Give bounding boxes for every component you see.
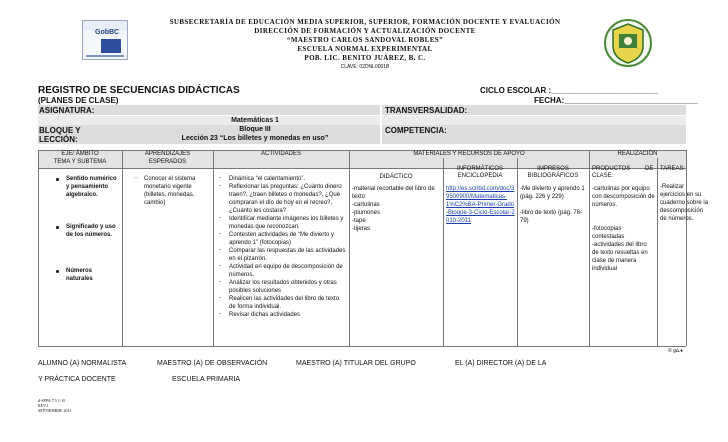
header-tareas: TAREAS: <box>660 166 686 172</box>
resource-link[interactable]: http://es.scribd.com/doc/39500900/Matematicas-1%C2%BA-Primer-Grado-Bloque-3-Ciclo-Escolar-2010-2011 <box>446 186 515 224</box>
producto-item: -actividades del libro de texto resueltas en clase de manera individual <box>592 242 648 272</box>
materia: Matemáticas 1 <box>231 117 279 124</box>
header-impresos: IMPRESOS <box>537 166 569 172</box>
header-didactico: DIDÁCTICO <box>379 174 413 180</box>
page-title: REGISTRO DE SECUENCIAS DIDÁCTICAS <box>38 85 240 96</box>
didactico-item: -plumones <box>352 210 381 216</box>
footer-director: EL (A) DIRECTOR (A) DE LA <box>455 360 547 367</box>
aprendizaje-item: Conocer el sistema monetario vigente (billetes, monedas, cambio) <box>144 176 196 206</box>
actividad-item: Actividad en equipo de descomposición de números. <box>229 264 343 278</box>
bloque-bar <box>38 125 686 144</box>
didactico-item: -tape <box>352 218 366 224</box>
eje-item: Sentido numérico y pensamiento algebraico. <box>66 176 117 198</box>
header-esperados: ESPERADOS <box>148 159 187 165</box>
header-materiales: MATERIALES Y RECURSOS DE APOYO <box>413 151 525 157</box>
doc-code: d-SPPA-7.5.1-10 <box>38 398 66 403</box>
impreso-item: -Me divierto y aprendo 1 (pág. 226 y 229) <box>520 186 585 200</box>
header-line-3: “MAESTRO CARLOS SANDOVAL ROBLES” <box>286 36 443 44</box>
header-actividades: ACTIVIDADES <box>260 151 301 157</box>
header-line-5: POB. LIC. BENITO JUÁREZ, B. C. <box>304 54 426 62</box>
producto-item: -cartulinas por equipo con descomposición de números. <box>592 186 655 208</box>
doc-date: SEPTIEMBRE 2011 <box>38 408 72 413</box>
header-line-1: SUBSECRETARÍA DE EDUCACIÓN MEDIA SUPERIOR, SUPERIOR, FORMACIÓN DOCENTE Y EVALUACIÓN <box>169 18 561 26</box>
leccion-value: Lección 23 “Los billetes y monedas en uso” <box>181 135 329 142</box>
page-mark: © g∆.♦ <box>668 348 683 354</box>
actividad-item: Identificar mediante imágenes los billetes y monedas que reconozcan. <box>229 216 344 230</box>
header-informaticos: INFORMÁTICOS <box>457 166 503 172</box>
footer-maestro-observacion: MAESTRO (A) DE OBSERVACIÓN <box>157 360 268 367</box>
header-productos-de: DE <box>645 166 654 172</box>
didactico-item: -cartulinas <box>352 202 380 208</box>
logo-text: GobBC <box>95 29 120 36</box>
actividad-item: Comparar las respuestas de las actividades en el pizarrón. <box>229 248 346 262</box>
footer-alumno: ALUMNO (A) NORMALISTA <box>38 360 127 367</box>
footer-maestro-titular: MAESTRO (A) TITULAR DEL GRUPO <box>296 360 416 367</box>
actividad-item: Dinámica “el calentamiento”. <box>229 176 306 182</box>
impreso-item: -libro de texto (pág. 78-79) <box>520 210 583 224</box>
eje-item: Números naturales <box>66 268 93 282</box>
bloque-label: BLOQUE Y <box>39 126 81 135</box>
actividad-item: Contesten actividades de “Me divierto y aprendo 1” (fotocopias) <box>229 232 335 246</box>
leccion-label: LECCIÓN: <box>39 135 78 144</box>
asignatura-label: ASIGNATURA: <box>39 106 95 115</box>
fecha-field[interactable]: FECHA:______________________________ <box>534 96 698 105</box>
footer-escuela-primaria: ESCUELA PRIMARIA <box>172 376 241 383</box>
header-line-4: ESCUELA NORMAL EXPERIMENTAL <box>297 45 433 53</box>
school-seal-icon <box>603 18 653 68</box>
tareas-item: -Realizar ejercicios en su cuaderno sobre la descomposición de números. <box>660 184 709 222</box>
ciclo-escolar-field[interactable]: CICLO ESCOLAR :________________________ <box>480 86 658 95</box>
didactico-item: -material recortable del libro de texto <box>352 186 435 200</box>
materia-bar <box>38 116 686 125</box>
header-bibliograficos: BIBLIOGRÁFICOS <box>527 173 579 179</box>
header-productos: PRODUCTOS <box>592 166 631 172</box>
actividad-item: Reflexionar las preguntas: ¿Cuánto dinero traen?, ¿traen billetes o monedas?, ¿Qué compraran el dío de hoy en el recreo?, ¿Cuánto les costara? <box>229 184 342 214</box>
header-aprendizajes: APRENDIZAJES <box>144 151 191 157</box>
actividad-item: Realicen las actividades del libro de texto de forma individual. <box>229 296 340 310</box>
footer-practica: Y PRÁCTICA DOCENTE <box>38 376 116 383</box>
doc-rev: REV.1 <box>38 403 49 408</box>
actividad-item: Revisar dichas actividades <box>229 312 301 318</box>
eje-item: Significado y uso de los números. <box>66 224 116 238</box>
clave: CLAVE: 02DNL0001B <box>340 64 390 70</box>
producto-item: -fotocopias contestadas <box>592 226 625 240</box>
competencia-label: COMPETENCIA: <box>385 126 447 135</box>
didactico-item: -tijeras <box>352 226 371 232</box>
header-eje: EJE/ ÁMBITO <box>61 151 99 157</box>
actividad-item: Analizar los resultados obtenidos y otras posibles soluciones <box>229 280 337 294</box>
header-line-2: DIRECCIÓN DE FORMACIÓN Y ACTUALIZACIÓN DOCENTE <box>254 27 476 35</box>
header-clase: CLASE: <box>592 173 614 179</box>
header-enciclopedia: ENCICLOPEDIA <box>457 173 503 179</box>
page-subtitle: (PLANES DE CLASE) <box>38 96 119 105</box>
header-realizacion: REALIZACIÓN <box>617 151 658 157</box>
bloque-value: Bloque III <box>239 126 271 133</box>
transversalidad-label: TRANSVERSALIDAD: <box>385 106 468 115</box>
asignatura-bar <box>38 105 686 115</box>
header-tema: TEMA Y SUBTEMA <box>53 159 107 165</box>
